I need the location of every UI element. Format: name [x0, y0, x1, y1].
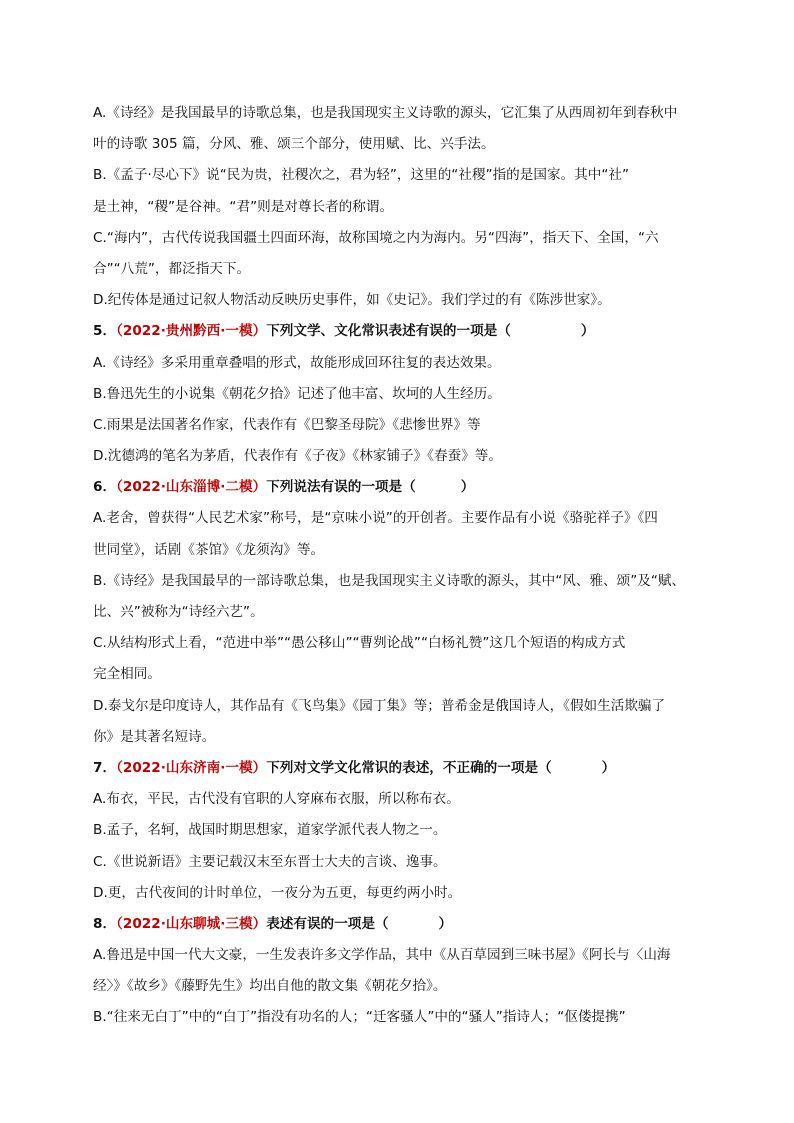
text-line: C.从结构形式上看，“范进中举”“愚公移山”“曹刿论战”“白杨礼赞”这几个短语的构成方式	[93, 635, 626, 652]
text-line: C.雨果是法国著名作家，代表作有《巴黎圣母院》《悲惨世界》等	[93, 416, 481, 433]
text-line: 比、兴”被称为“诗经六艺”。	[93, 604, 264, 620]
question-stem: 表述有误的一项是（	[266, 915, 389, 932]
question-close-paren: ）	[580, 323, 595, 340]
text-line: D.沈德鸿的笔名为茅盾，代表作有《子夜》《林家铺子》《春蚕》等。	[93, 448, 502, 465]
text-line: A.《诗经》是我国最早的诗歌总集，也是我国现实主义诗歌的源头，它汇集了从西周初年到春秋中	[93, 105, 678, 121]
text-line: B.《孟子·尽心下》说“民为贵，社稷次之，君为轻”，这里的“社稷”指的是国家。其中“社”	[93, 167, 630, 184]
question-close-paren: ）	[460, 479, 475, 496]
text-line: 合”“八荒”，都泛指天下。	[93, 260, 251, 277]
text-line: B.孟子，名轲，战国时期思想家，道家学派代表人物之一。	[93, 822, 447, 839]
text-line: 叶的诗歌 305 篇，分风、雅、颂三个部分，使用赋、比、兴手法。	[93, 136, 495, 153]
question-stem: 下列文学、文化常识表述有误的一项是（	[266, 323, 511, 340]
question-number: 6．	[93, 479, 117, 496]
text-line: D.更，古代夜间的计时单位，一夜分为五更，每更约两小时。	[93, 884, 462, 901]
question-source: （2022·贵州黔西·一模）	[116, 323, 267, 340]
text-line: 经〉》《故乡》《藤野先生》均出自他的散文集《朝花夕拾》。	[93, 978, 447, 995]
question-close-paren: ）	[601, 759, 616, 776]
text-line: C.《世说新语》主要记载汉末至东晋士大夫的言谈、逸事。	[93, 853, 447, 870]
question-stem: 下列对文学文化常识的表述，不正确的一项是（	[266, 759, 552, 776]
question-heading	[93, 316, 703, 347]
text-line: 是土神，“稷”是谷神。“君”则是对尊长者的称谓。	[93, 198, 394, 215]
question-close-paren: ）	[438, 915, 453, 932]
question-number: 5．	[93, 323, 117, 340]
text-line: A.《诗经》多采用重章叠唱的形式，故能形成回环往复的表达效果。	[93, 354, 501, 371]
text-line: B.《诗经》是我国最早的一部诗歌总集，也是我国现实主义诗歌的源头，其中“风、雅、颂”及“赋、	[93, 572, 686, 589]
question-number: 8．	[93, 915, 117, 932]
document-body	[93, 98, 703, 1034]
text-line: 你》是其著名短诗。	[93, 728, 216, 745]
text-line: A.布衣，平民，古代没有官职的人穿麻布衣服，所以称布衣。	[93, 791, 460, 808]
question-heading	[93, 472, 703, 503]
text-line: B.鲁迅先生的小说集《朝花夕拾》记述了他丰富、坎坷的人生经历。	[93, 385, 501, 402]
text-line: C.“海内”，古代传说我国疆土四面环海，故称国境之内为海内。另“四海”，指天下、全国，“六	[93, 229, 659, 246]
question-source: （2022·山东济南·一模）	[116, 759, 267, 776]
text-line: D.泰戈尔是印度诗人，其作品有《飞鸟集》《园丁集》等；普希金是俄国诗人，《假如生活欺骗了	[93, 697, 666, 714]
question-source: （2022·山东淄博·二模）	[116, 479, 267, 496]
text-line: A.鲁迅是中国一代大文豪，一生发表许多文学作品，其中《从百草园到三味书屋》《阿长与〈山海	[93, 947, 671, 964]
text-line: A.老舍，曾获得“人民艺术家”称号，是“京味小说”的开创者。主要作品有小说《骆驼祥子》《四	[93, 510, 658, 527]
text-line: 完全相同。	[93, 666, 161, 683]
question-source: （2022·山东聊城·三模）	[116, 915, 267, 932]
text-line: 世同堂》，话剧《茶馆》《龙须沟》等。	[93, 541, 325, 558]
question-number: 7．	[93, 759, 117, 776]
text-line: D.纪传体是通过记叙人物活动反映历史事件，如《史记》。我们学过的有《陈涉世家》。	[93, 292, 611, 309]
question-heading	[93, 909, 703, 940]
text-line: B.“往来无白丁”中的“白丁”指没有功名的人；“迁客骚人”中的“骚人”指诗人；“伛偻提携”	[93, 1009, 626, 1026]
question-heading	[93, 753, 703, 784]
question-stem: 下列说法有误的一项是（	[266, 479, 416, 496]
